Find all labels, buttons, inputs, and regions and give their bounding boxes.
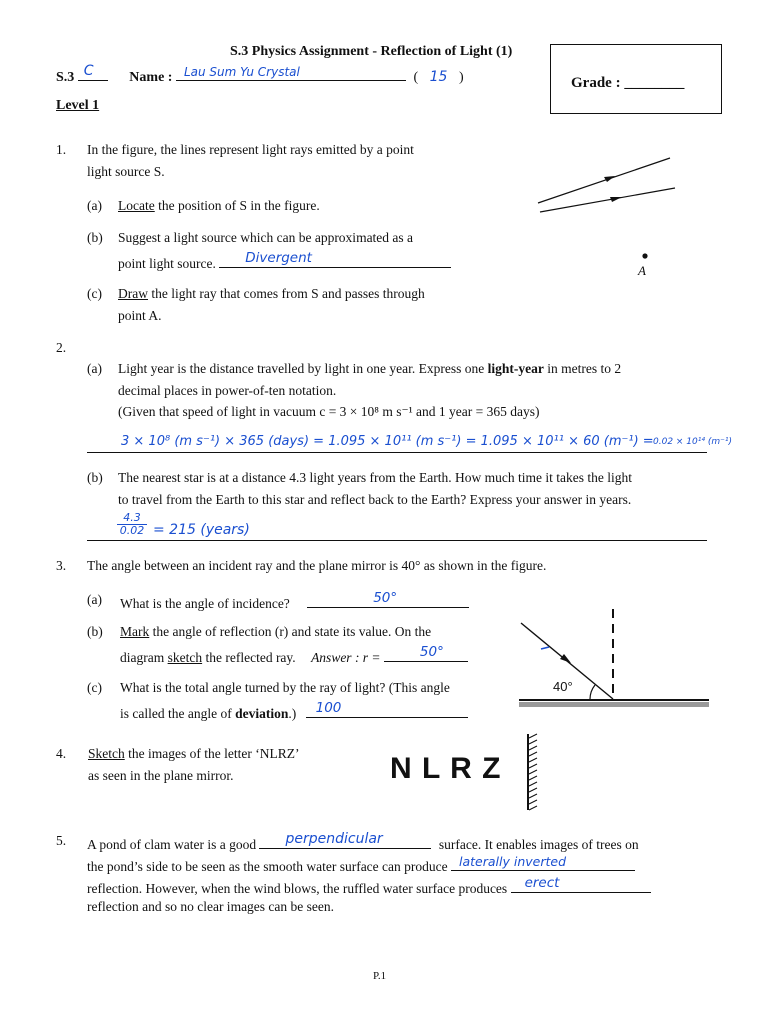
q3c-text-2b: .) — [288, 706, 297, 721]
q1a-verb: Locate — [118, 198, 155, 213]
q4-letters: N L R Z — [390, 752, 502, 785]
q3c-answer-field[interactable] — [306, 702, 468, 718]
q1b-answer: Divergent — [245, 250, 312, 266]
q2a-answer-tail: 0.02 × 10¹⁴ (m⁻¹) — [653, 437, 732, 447]
q3c-answer: 100 — [315, 700, 342, 716]
q2b-label: (b) — [87, 470, 103, 485]
q2a-text-1 — [118, 361, 621, 377]
class-label: S.3 — [56, 70, 75, 85]
q3c-bold: deviation — [235, 706, 289, 721]
ray-line-1 — [538, 158, 670, 203]
q5-line-2 — [87, 855, 635, 875]
q1b-text-2 — [118, 252, 451, 272]
q5-answer-1: perpendicular — [285, 831, 383, 847]
q1b-label: (b) — [87, 230, 103, 245]
class-field[interactable] — [78, 65, 108, 81]
grade-label: Grade : ________ — [571, 75, 685, 91]
q4-plane-mirror — [522, 732, 544, 812]
grade-box — [550, 44, 722, 114]
q1c-rest: the light ray that comes from S and passes through — [151, 286, 425, 301]
q3a-text-label: What is the angle of incidence? — [120, 596, 290, 611]
q5-answer-2-field[interactable] — [451, 855, 635, 871]
q5-answer-1-field[interactable] — [259, 833, 431, 849]
q2a-text-2: decimal places in power-of-ten notation. — [118, 383, 337, 398]
q2b-answer-denominator: 0.02 — [119, 524, 145, 537]
q3b-text-2 — [120, 646, 468, 666]
q3-intro: The angle between an incident ray and the plane mirror is 40° as shown in the figure. — [87, 558, 547, 573]
q1c-text-2: point A. — [118, 308, 162, 323]
q5-line-3 — [87, 877, 651, 897]
handwritten-mark — [541, 647, 549, 649]
page-number: P.1 — [373, 970, 387, 982]
q2b-text-1: The nearest star is at a distance 4.3 light years from the Earth. How much time it takes the light — [118, 470, 632, 485]
q2b-answer: = 215 (years) — [153, 522, 250, 538]
ray-arrow-2 — [610, 197, 622, 202]
q1-number: 1. — [56, 142, 67, 157]
ray-arrow-1 — [604, 176, 615, 182]
q4-verb: Sketch — [88, 746, 125, 761]
q5-text-2a: the pond’s side to be seen as the smooth water surface can produce — [87, 859, 448, 874]
q3c-label: (c) — [87, 680, 102, 695]
q1b-text-1: Suggest a light source which can be approximated as a — [118, 230, 414, 245]
q2b-answer-fraction — [117, 512, 147, 537]
q2a-label: (a) — [87, 361, 102, 376]
point-a-dot — [642, 253, 647, 258]
q2b-answer-line[interactable] — [87, 511, 707, 541]
q1a-text — [118, 198, 320, 214]
q3b-text-2a: diagram — [120, 650, 168, 665]
q3a-text — [120, 592, 469, 612]
student-info-line — [56, 65, 464, 86]
q3c-text-2 — [120, 702, 468, 722]
q3b-answer-field[interactable] — [384, 646, 468, 662]
number-close: ) — [458, 70, 464, 85]
q3c-text-1: What is the total angle turned by the ray of light? (This angle — [120, 680, 450, 695]
q1b-answer-field[interactable] — [219, 252, 451, 268]
q3-number: 3. — [56, 558, 67, 573]
q1a-rest: the position of S in the figure. — [158, 198, 320, 213]
q3a-label: (a) — [87, 592, 102, 607]
q1c-text-1 — [118, 286, 425, 302]
q1-intro-1: In the figure, the lines represent light rays emitted by a point — [87, 142, 414, 157]
q5-text-1b: surface. It enables images of trees on — [438, 837, 639, 852]
q4-text-2: as seen in the plane mirror. — [88, 768, 234, 783]
q5-text-1a: A pond of clam water is a good — [87, 837, 257, 852]
number-open: ( — [413, 70, 419, 85]
q3b-text-2b: the reflected ray. — [202, 650, 296, 665]
q3-mirror-figure — [515, 605, 715, 715]
q1b-text-2-label: point light source. — [118, 256, 216, 271]
q5-answer-3-field[interactable] — [511, 877, 651, 893]
q2b-text-2: to travel from the Earth to this star and reflect back to the Earth? Express your answer in years. — [118, 492, 632, 507]
class-value: C — [83, 63, 94, 79]
q2a-bold: light-year — [487, 361, 544, 376]
q5-answer-3: erect — [524, 875, 560, 891]
q2-number: 2. — [56, 340, 67, 355]
ray-line-2 — [540, 188, 675, 212]
q1c-verb: Draw — [118, 286, 148, 301]
q2b-answer-numerator: 4.3 — [117, 512, 147, 525]
angle-arc — [590, 685, 595, 699]
q1-ray-figure — [530, 150, 680, 290]
q3b-verb2: sketch — [167, 650, 203, 665]
q1a-label: (a) — [87, 198, 102, 213]
name-value: Lau Sum Yu Crystal — [183, 65, 300, 79]
q3b-text-1-rest: the angle of reflection (r) and state its value. On the — [152, 624, 432, 639]
q3c-text-2a: is called the angle of — [120, 706, 236, 721]
q5-answer-2: laterally inverted — [459, 854, 567, 869]
name-label: Name : — [129, 70, 173, 85]
q3a-answer: 50° — [373, 590, 398, 606]
mirror-shading — [519, 702, 709, 707]
incident-arrow — [560, 654, 571, 663]
q1-intro-2: light source S. — [87, 164, 165, 179]
q3b-answer: 50° — [419, 644, 444, 660]
q1c-label: (c) — [87, 286, 102, 301]
mirror-hatching — [529, 734, 537, 810]
q2a-answer-line[interactable] — [87, 434, 732, 453]
q3b-verb: Mark — [120, 624, 150, 639]
q2a-answer: 3 × 10⁸ (m s⁻¹) × 365 (days) = 1.095 × 10¹¹ (m s⁻¹) = 1.095 × 10¹¹ × 60 (m⁻¹) = — [121, 434, 654, 449]
q3b-label: (b) — [87, 624, 103, 639]
q5-line-4: reflection and so no clear images can be seen. — [87, 899, 335, 914]
q3b-answer-label: Answer : r = — [311, 650, 381, 665]
angle-40-label: 40° — [553, 679, 573, 694]
q4-number: 4. — [56, 746, 67, 761]
q5-number: 5. — [56, 833, 67, 848]
q4-text-1 — [88, 746, 299, 762]
q3a-answer-field[interactable] — [307, 592, 469, 608]
q3b-text-1 — [120, 624, 431, 640]
level-heading: Level 1 — [56, 98, 100, 113]
q2a-text-3: (Given that speed of light in vacuum c = 3 × 10⁸ m s⁻¹ and 1 year = 365 days) — [118, 404, 540, 419]
q5-text-3a: reflection. However, when the wind blows, the ruffled water surface produces — [87, 881, 508, 896]
q5-line-1 — [87, 833, 639, 853]
q2a-text-1b: in metres to 2 — [543, 361, 622, 376]
number-value: 15 — [429, 69, 448, 85]
q4-text-1-rest: the images of the letter ‘NLRZ’ — [128, 746, 300, 761]
q2a-text-1a: Light year is the distance travelled by light in one year. Express one — [118, 361, 488, 376]
page-title: S.3 Physics Assignment - Reflection of Light (1) — [230, 44, 513, 59]
name-field[interactable] — [176, 65, 406, 81]
point-a-label: A — [638, 263, 646, 278]
